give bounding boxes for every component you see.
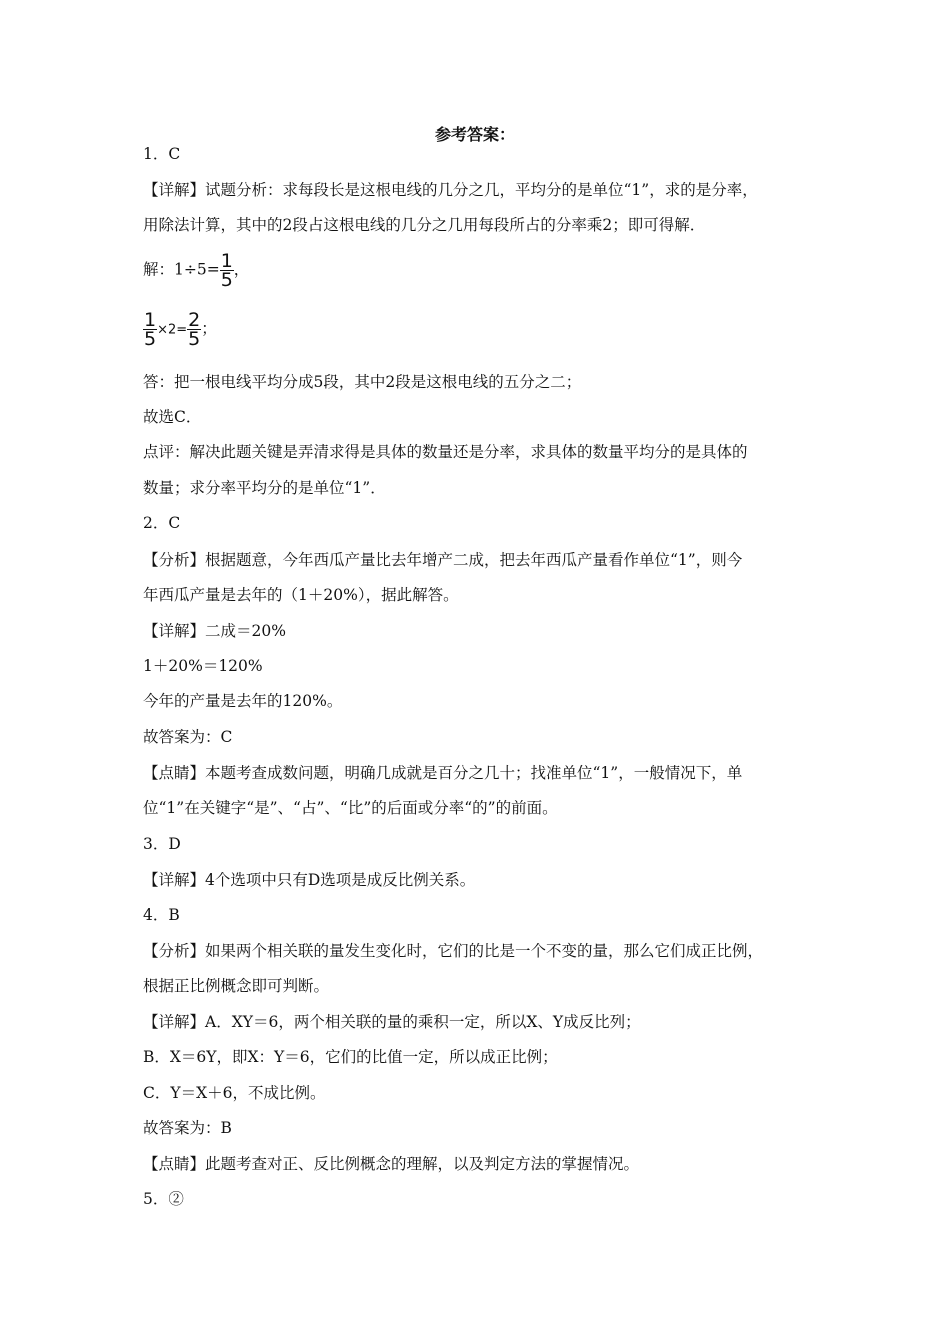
- q2-detail-line-2: 1＋20%＝120%: [143, 657, 263, 675]
- q1-calc-1-prefix: 解：1÷5=: [143, 260, 220, 279]
- q4-analysis-line-1: 【分析】如果两个相关联的量发生变化时，它们的比是一个不变的量，那么它们成正比例，: [143, 942, 764, 960]
- q1-calc-2: [143, 311, 217, 348]
- q2-detail-line-3: 今年的产量是去年的120%。: [143, 692, 343, 710]
- page-title: 参考答案：: [434, 125, 515, 144]
- fraction-numerator: 1: [220, 250, 233, 272]
- fraction-numerator: 2: [188, 309, 201, 331]
- q1-calc-1: [143, 252, 249, 289]
- fraction-denominator: 5: [220, 269, 233, 291]
- q4-answer: 4．B: [143, 906, 180, 924]
- q1-detail-line-1: 【详解】试题分析：求每段长是这根电线的几分之几，平均分的是单位“1”，求的是分率，: [143, 181, 758, 199]
- q1-answer: 1．C: [143, 145, 181, 163]
- q4-note: 【点睛】此题考查对正、反比例概念的理解，以及判定方法的掌握情况。: [143, 1155, 640, 1173]
- q2-analysis-line-1: 【分析】根据题意，今年西瓜产量比去年增产二成，把去年西瓜产量看作单位“1”，则今: [143, 551, 743, 569]
- q2-note-line-1: 【点睛】本题考查成数问题，明确几成就是百分之几十；找准单位“1”，一般情况下，单: [143, 764, 743, 782]
- fraction-one-fifth: [220, 252, 234, 289]
- q3-detail: 【详解】4个选项中只有D选项是成反比例关系。: [143, 871, 476, 889]
- q1-comment-line-1: 点评：解决此题关键是弄清求得是具体的数量还是分率，求具体的数量平均分的是具体的: [143, 443, 748, 461]
- q4-detail-c: C．Y＝X＋6，不成比例。: [143, 1084, 326, 1102]
- q4-detail-a: 【详解】A．XY＝6，两个相关联的量的乘积一定，所以X、Y成反比列；: [143, 1013, 641, 1031]
- fraction-denominator: 5: [188, 328, 201, 350]
- fraction-two-fifths: [187, 311, 201, 348]
- q5-answer: 5．②: [143, 1190, 184, 1208]
- q2-answer: 2．C: [143, 514, 181, 532]
- q3-answer: 3．D: [143, 835, 181, 853]
- q4-detail-b: B．X＝6Y，即X：Y＝6，它们的比值一定，所以成正比例；: [143, 1048, 558, 1066]
- q1-calc-2-operator: ×2=: [157, 322, 188, 338]
- q2-final: 故答案为：C: [143, 728, 233, 746]
- q2-analysis-line-2: 年西瓜产量是去年的（1＋20%），据此解答。: [143, 586, 459, 604]
- q1-reply: 答：把一根电线平均分成5段，其中2段是这根电线的五分之二；: [143, 373, 582, 391]
- q2-note-line-2: 位“1”在关键字“是”、“占”、“比”的后面或分率“的”的前面。: [143, 799, 558, 817]
- fraction-one-fifth: [143, 311, 157, 348]
- q2-detail-line-1: 【详解】二成＝20%: [143, 622, 286, 640]
- q4-analysis-line-2: 根据正比例概念即可判断。: [143, 977, 330, 995]
- q1-detail-line-2: 用除法计算，其中的2段占这根电线的几分之几用每段所占的分率乘2；即可得解．: [143, 216, 706, 234]
- q1-calc-2-suffix: ；: [201, 319, 217, 338]
- q1-choice: 故选C．: [143, 408, 202, 426]
- fraction-numerator: 1: [144, 309, 157, 331]
- q1-comment-line-2: 数量；求分率平均分的是单位“1”．: [143, 479, 386, 497]
- fraction-denominator: 5: [144, 328, 157, 350]
- q4-final: 故答案为：B: [143, 1119, 232, 1137]
- q1-calc-1-suffix: ，: [233, 260, 250, 279]
